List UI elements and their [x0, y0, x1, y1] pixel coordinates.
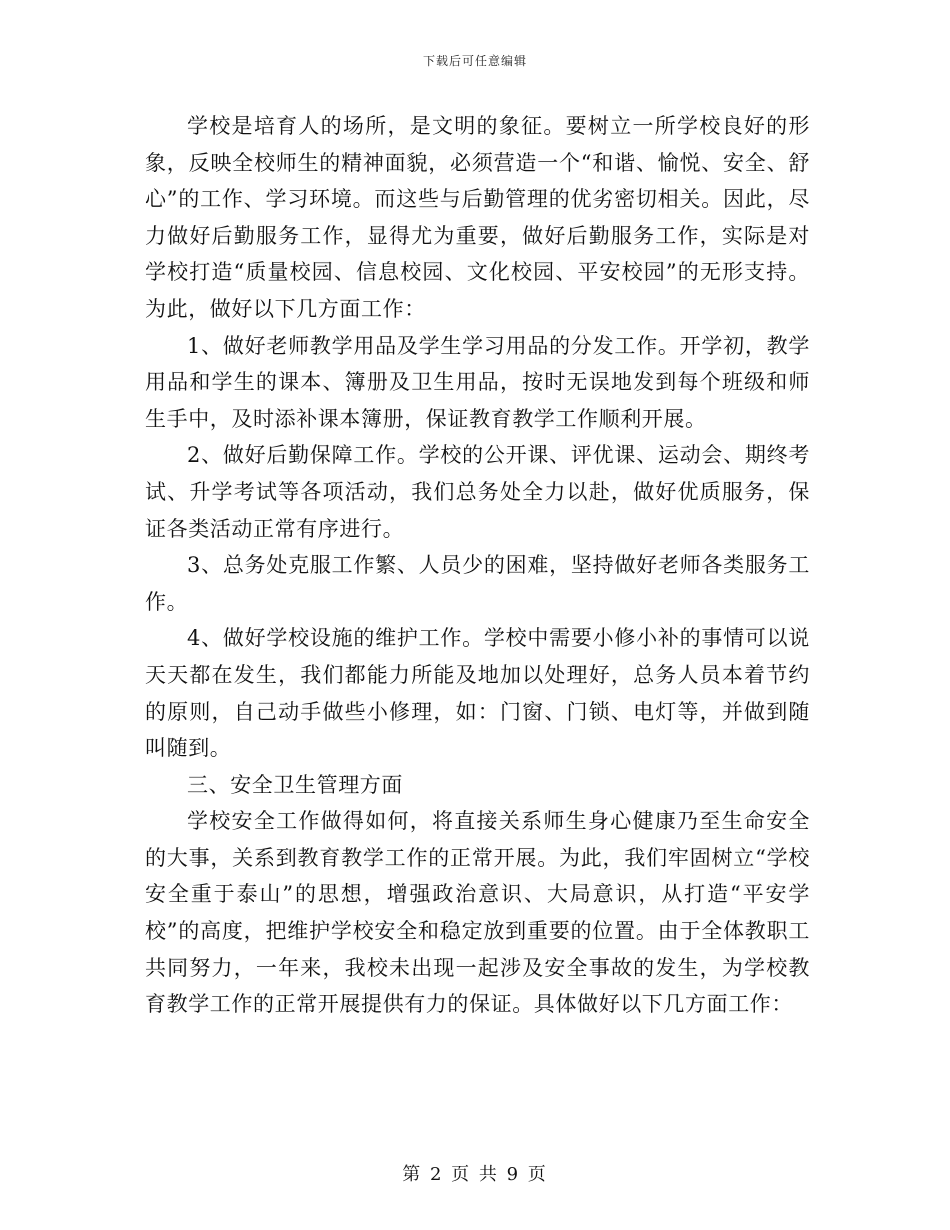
page-footer-number: 第 2 页 共 9 页	[402, 1164, 548, 1185]
paragraph-item-3: 3、总务处克服工作繁、人员少的困难，坚持做好老师各类服务工作。	[145, 553, 810, 614]
section-heading-safety: 三、安全卫生管理方面	[187, 772, 403, 797]
paragraph-safety: 学校安全工作做得如何，将直接关系师生身心健康乃至生命安全的大事，关系到教育教学工作的正常开展。为此，我们牢固树立“学校安全重于泰山”的思想，增强政治意识、大局意识，从打造“平安学校”的高度，把维护学校安全和稳定放到重要的位置。由于全体教职工共同努力，一年来，我校未出现一起涉及安全事故的发生，为学校教育教学工作的正常开展提供有力的保证。具体做好以下几方面工作：	[145, 809, 810, 1017]
paragraph-item-2: 2、做好后勤保障工作。学校的公开课、评优课、运动会、期终考试、升学考试等各项活动，我们总务处全力以赴，做好优质服务，保证各类活动正常有序进行。	[145, 443, 810, 541]
paragraph-item-1: 1、做好老师教学用品及学生学习用品的分发工作。开学初，教学用品和学生的课本、簿册及卫生用品，按时无误地发到每个班级和师生手中，及时添补课本簿册，保证教育教学工作顺利开展。	[145, 333, 810, 431]
document-body	[145, 108, 810, 1023]
paragraph-item-4: 4、做好学校设施的维护工作。学校中需要小修小补的事情可以说天天都在发生，我们都能力所能及地加以处理好，总务人员本着节约的原则，自己动手做些小修理，如：门窗、门锁、电灯等，并做到随叫随到。	[145, 626, 810, 761]
paragraph-intro: 学校是培育人的场所，是文明的象征。要树立一所学校良好的形象，反映全校师生的精神面貌，必须营造一个“和谐、愉悦、安全、舒心”的工作、学习环境。而这些与后勤管理的优劣密切相关。因此，尽力做好后勤服务工作，显得尤为重要，做好后勤服务工作，实际是对学校打造“质量校园、信息校园、文化校园、平安校园”的无形支持。为此，做好以下几方面工作：	[145, 114, 810, 321]
page-header: 下载后可任意编辑	[422, 54, 527, 68]
